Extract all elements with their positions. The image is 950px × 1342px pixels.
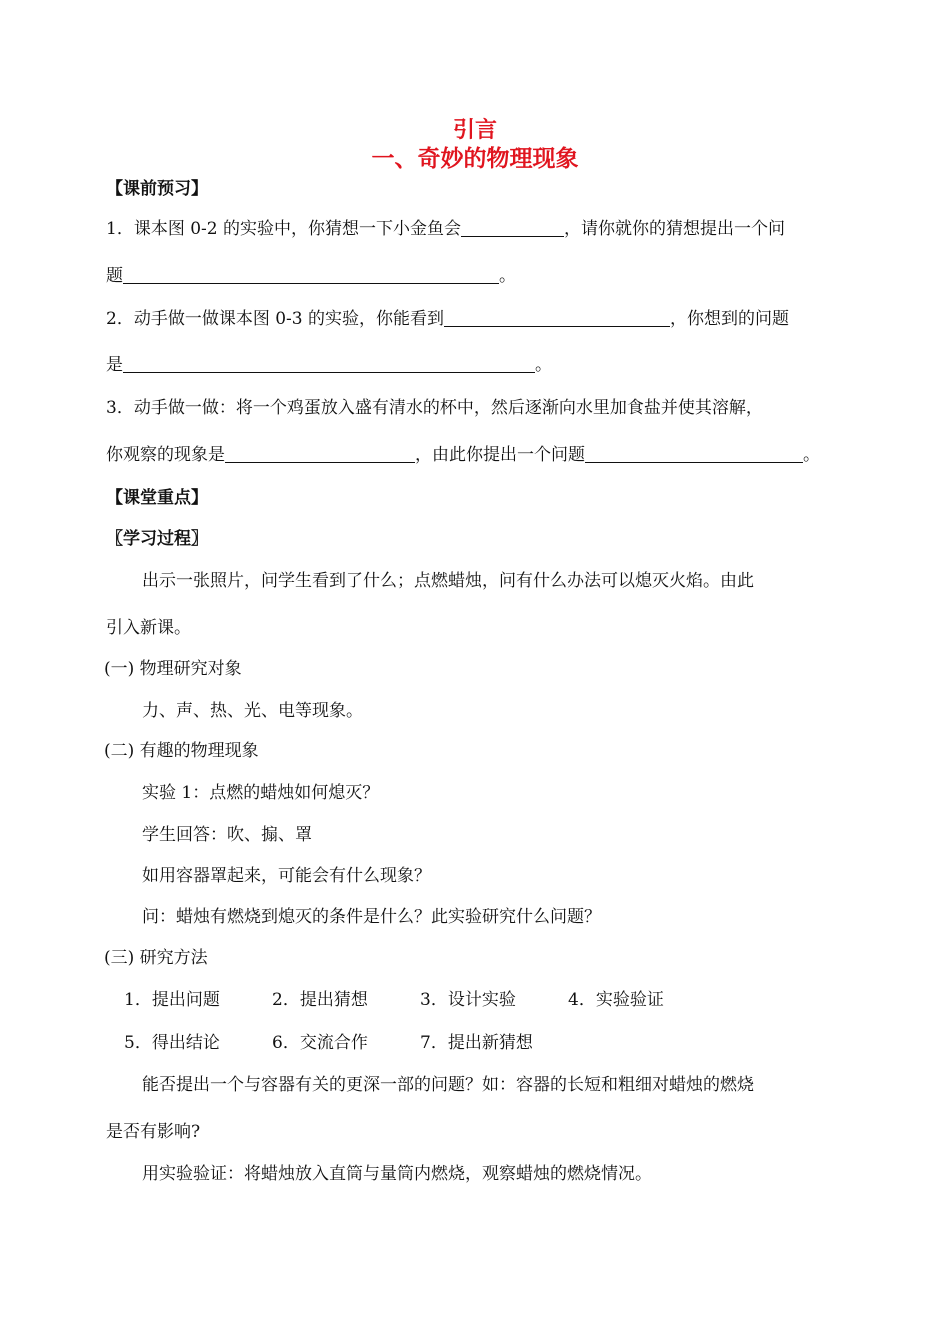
q2-question-blank: [123, 354, 535, 373]
question-3-line-2: [106, 444, 820, 466]
verification-text: 用实验验证：将蜡烛放入直筒与量筒内燃烧，观察蜡烛的燃烧情况。: [142, 1164, 652, 1184]
question-2-line-1: [106, 308, 789, 330]
q1-question-blank: [123, 265, 499, 284]
method-step: 5．得出结论: [124, 1033, 220, 1053]
q3-text-c: ，由此你提出一个问题: [415, 445, 585, 465]
q3-observe-blank: [225, 444, 415, 463]
question-2-line-2: [106, 354, 552, 376]
question-1-line-1: [106, 218, 785, 240]
q1-answer-blank: [461, 218, 564, 237]
q2-text-b: ，你想到的问题: [670, 309, 789, 329]
q1-text-c: 题: [106, 266, 123, 286]
follow-up-question: 如用容器罩起来，可能会有什么现象？: [142, 866, 431, 886]
method-step: 1．提出问题: [124, 990, 220, 1010]
deeper-question-line-1: 能否提出一个与容器有关的更深一部的问题？如：容器的长短和粗细对蜡烛的燃烧: [142, 1075, 754, 1095]
section-1-body: 力、声、热、光、电等现象。: [142, 701, 363, 721]
intro-line-1: 出示一张照片，问学生看到了什么；点燃蜡烛，问有什么办法可以熄灭火焰。由此: [142, 571, 754, 591]
section-1-heading: (一) 物理研究对象: [104, 659, 242, 679]
student-answer: 学生回答：吹、搧、罩: [142, 825, 312, 845]
q3-text-d: 。: [803, 445, 820, 465]
section-2-heading: (二) 有趣的物理现象: [104, 741, 259, 761]
method-step: 4．实验验证: [568, 990, 664, 1010]
question-1-line-2: [106, 265, 516, 287]
document-subtitle: 一、奇妙的物理现象: [371, 145, 579, 172]
method-step: 6．交流合作: [272, 1033, 368, 1053]
process-heading: 〖学习过程〗: [106, 529, 208, 549]
experiment-1: 实验 1：点燃的蜡烛如何熄灭？: [142, 783, 380, 803]
document-title: 引言: [452, 117, 497, 143]
method-step: 7．提出新猜想: [420, 1033, 533, 1053]
q1-text-a: 1．课本图 0-2 的实验中，你猜想一下小金鱼会: [106, 219, 461, 239]
method-step: 2．提出猜想: [272, 990, 368, 1010]
deeper-question-line-2: 是否有影响?: [106, 1122, 201, 1142]
q2-text-c: 是: [106, 355, 123, 375]
condition-question: 问：蜡烛有燃烧到熄灭的条件是什么？此实验研究什么问题？: [142, 907, 601, 927]
q2-text-a: 2．动手做一做课本图 0-3 的实验，你能看到: [106, 309, 444, 329]
method-step: 3．设计实验: [420, 990, 516, 1010]
q1-text-b: ，请你就你的猜想提出一个问: [564, 219, 785, 239]
focus-heading: 【课堂重点】: [106, 488, 208, 508]
section-3-heading: (三) 研究方法: [104, 948, 208, 968]
q3-text-b: 你观察的现象是: [106, 445, 225, 465]
intro-line-2: 引入新课。: [106, 618, 191, 638]
q1-text-d: 。: [499, 266, 516, 286]
question-3-line-1: 3．动手做一做：将一个鸡蛋放入盛有清水的杯中，然后逐渐向水里加食盐并使其溶解，: [106, 398, 763, 418]
q2-observe-blank: [444, 308, 670, 327]
q2-text-d: 。: [535, 355, 552, 375]
preview-heading: 【课前预习】: [106, 179, 208, 199]
q3-question-blank: [585, 444, 803, 463]
